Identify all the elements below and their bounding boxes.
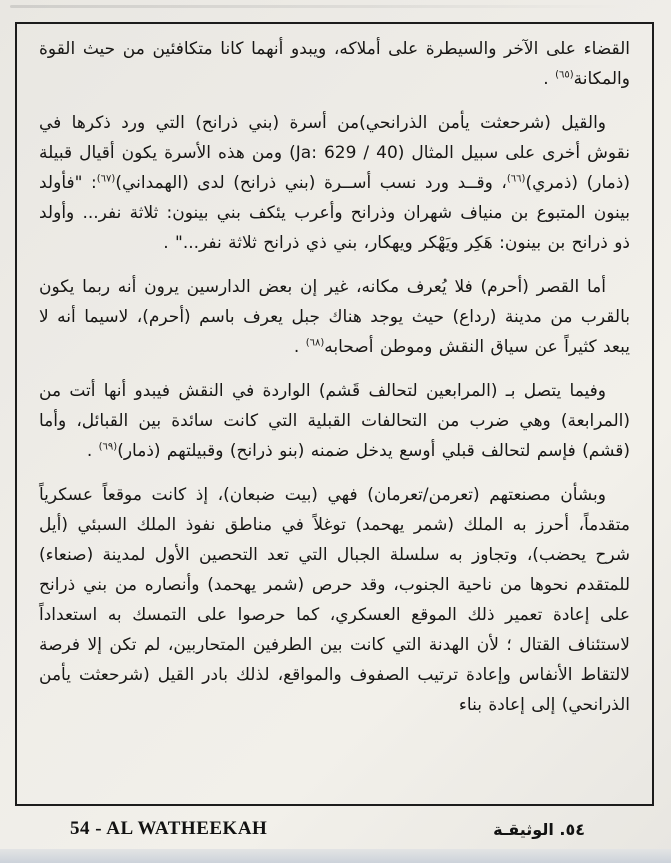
footnote-marker: (٦٨): [305, 337, 325, 349]
paragraph-ahram-palace: [39, 272, 630, 362]
text-run: : "فأولد بينون المتبوع بن منياف شهران وذرانح وأعرب يئكف بني بينون: ثلاثة نفر... وأولد ذو ذرانح بن بينون: هَكِر ويَهْكر ويهكار، بني ذي ذرانح ثلاثة نفر..." .: [39, 173, 630, 253]
footnote-marker: (٦٥): [555, 69, 574, 81]
paragraph-tarman-fortress: [39, 480, 630, 720]
paragraph-qayl-dharanih-family: [39, 108, 630, 258]
footer-journal-name-latin: 54 - AL WATHEEKAH: [70, 818, 268, 839]
text-run: .: [293, 337, 306, 357]
footer-journal-name-arabic: ٥٤. الوثيقـة: [493, 819, 585, 839]
text-run: والقيل (شرحعثت يأمن الذرانحي)من أسرة (بني ذرانح) التي ورد ذكرها في نقوش أخرى على سبيل المثال (Ja: 629 / 40) ومن هذه الأسرة يكون أقيال قبيلة (ذمار) (ذمري): [39, 113, 630, 193]
text-run: وفيما يتصل بـ (المرابعين لتحالف قَشم) الواردة في النقش فيبدو أنها أتت من (المرابعة) وهي ضرب من التحالفات القبلية التي كانت سائدة بين القبائل، وأما (قشم) فإسم لتحالف قبلي أوسع يدخل ضمنه (بنو ذرانح) وقبيلتهم (ذمار): [39, 381, 630, 461]
text-run: .: [543, 69, 556, 89]
scan-artifact-streak: [10, 5, 630, 8]
body-text: [39, 34, 630, 720]
text-run: القضاء على الآخر والسيطرة على أملاكه، ويبدو أنهما كانا متكافئين من حيث القوة والمكانة: [39, 39, 630, 89]
text-frame-border: [15, 22, 654, 806]
footnote-marker: (٦٧): [96, 173, 116, 185]
text-run: .: [86, 441, 99, 461]
page-footer: [0, 818, 671, 840]
paragraph-continuation: [39, 34, 630, 94]
text-run: وبشأن مصنعتهم (تعرمن/تعرمان) فهي (بيت ضبعان)، إذ كانت موقعاً عسكرياً متقدماً، أحرز به الملك (شمر يهحمد) توغلاً في مناطق نفوذ الملك السبئي (أيل شرح يحضب)، وتجاوز به سلسلة الجبال التي تعد التحصين الأول لمدينة (صنعاء) للمتقدم نحوها من ناحية الجنوب، وقد حرص (شمر يهحمد) وأنصاره من بني ذرانح على إعادة تعمير ذلك الموقع العسكري، كما حرصوا على التمسك به استعداداً لاستئناف القتال ؛ لأن الهدنة التي كانت بين الطرفين المتحاربين، لم تكن إلا فرصة لالتقاط الأنفاس وإعادة ترتيب الصفوف والمواقع، لذلك بادر القيل (شرحعثت يأمن الذرانحي) إلى إعادة بناء: [39, 485, 630, 715]
text-run: أما القصر (أحرم) فلا يُعرف مكانه، غير إن بعض الدارسين يرون أنه ربما يكون بالقرب من مدينة (رداع) حيث يوجد هناك جبل يعرف باسم (أحرم)، لاسيما أنه لا يبعد كثيراً عن سياق النقش وموطن أصحابه: [39, 277, 630, 357]
paragraph-qashm-alliance: [39, 376, 630, 466]
footnote-marker: (٦٦): [506, 173, 526, 185]
footnote-marker: (٦٩): [98, 441, 118, 453]
scan-bottom-edge: [0, 849, 671, 863]
text-run: ، وقــد ورد نسب أســرة (بني ذرانح) لدى (الهمداني): [115, 173, 507, 193]
